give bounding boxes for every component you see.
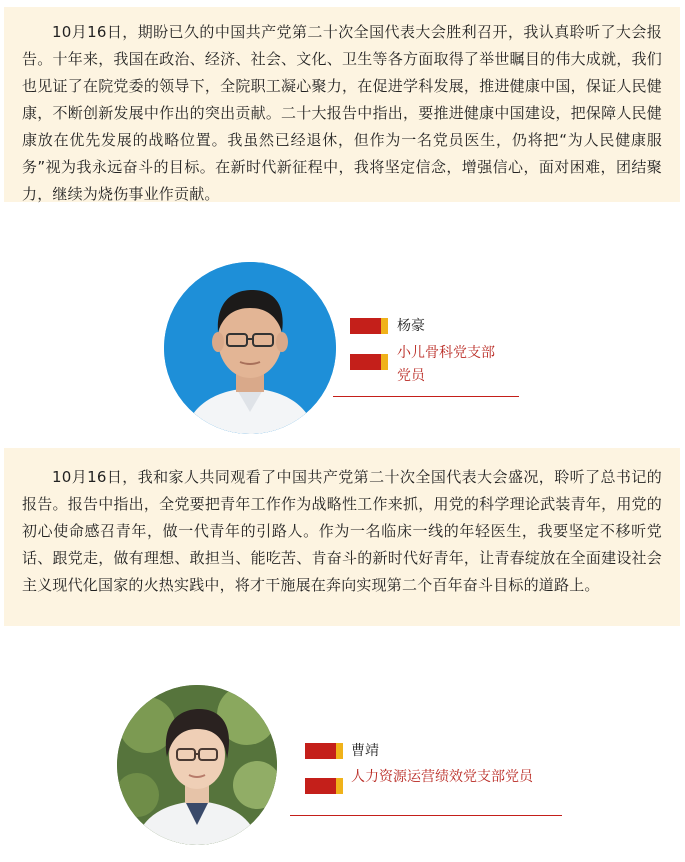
paragraph-1: 10月16日，期盼已久的中国共产党第二十次全国代表大会胜利召开，我认真聆听了大会报告。十年来，我国在政治、经济、社会、文化、卫生等各方面取得了举世瞩目的伟大成就，我们也见证了在院党委的领导下，全院职工凝心聚力，在促进学科发展，推进健康中国，保证人民健康，不断创新发展中作出的突出贡献。二十大报告中指出，要推进健康中国建设，把保障人民健康放在优先发展的战略位置。我虽然已经退休，但作为一名党员医生，仍将把“为人民健康服务”视为我永远奋斗的目标。在新时代新征程中，我将坚定信念，增强信心，面对困难，团结聚力，继续为烧伤事业作贡献。 [22, 23, 662, 203]
avatar-yang-hao [164, 262, 336, 434]
divider-line-2 [290, 815, 562, 816]
person-role-2: 人力资源运营绩效党支部党员 [351, 769, 533, 785]
portrait-man-glasses-icon [164, 262, 336, 434]
person-role-1-line2: 党员 [397, 368, 425, 384]
person-name-1: 杨豪 [397, 318, 425, 334]
portrait-woman-glasses-icon [117, 685, 277, 845]
text-panel-1 [4, 7, 680, 202]
person-role-1-line1: 小儿骨科党支部 [397, 345, 495, 361]
person-name-2: 曹靖 [351, 743, 379, 759]
text-panel-2 [4, 448, 680, 626]
tag-marker-role-2 [305, 778, 343, 794]
paragraph-2: 10月16日，我和家人共同观看了中国共产党第二十次全国代表大会盛况，聆听了总书记的报告。报告中指出，全党要把青年工作作为战略性工作来抓，用党的科学理论武装青年，用党的初心使命感召青年，做一代青年的引路人。作为一名临床一线的年轻医生，我要坚定不移听党话、跟党走，做有理想、敢担当、能吃苦、肯奋斗的新时代好青年，让青春绽放在全面建设社会主义现代化国家的火热实践中，将才干施展在奔向实现第二个百年奋斗目标的道路上。 [22, 468, 662, 594]
tag-marker-role-1 [350, 354, 388, 370]
tag-marker-name-1 [350, 318, 388, 334]
tag-marker-name-2 [305, 743, 343, 759]
avatar-cao-jing [117, 685, 277, 845]
divider-line-1 [333, 396, 519, 397]
